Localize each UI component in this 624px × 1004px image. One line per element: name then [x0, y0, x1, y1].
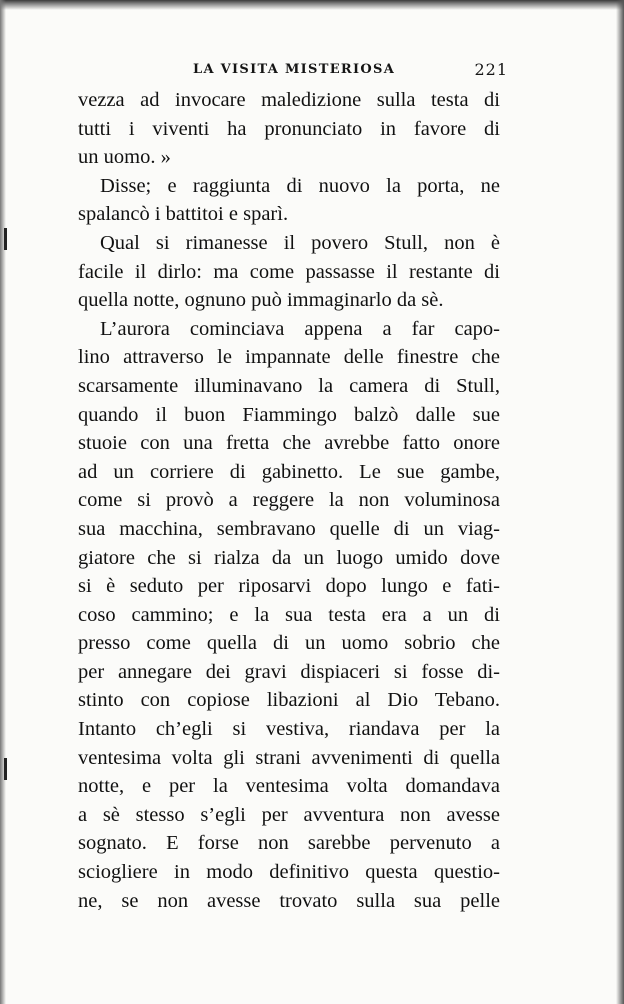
text-line: stinto con copiose libazioni al Dio Tebano. — [78, 689, 500, 712]
page-left-shadow — [0, 0, 6, 1004]
text-line: facile il dirlo: ma come passasse il restante di — [78, 260, 500, 283]
text-line: ne, se non avesse trovato sulla sua pelle — [78, 889, 500, 912]
page-right-shadow — [616, 0, 624, 1004]
text-line: Qual si rimanesse il povero Stull, non è — [100, 231, 500, 254]
text-line: stuoie con una fretta che avrebbe fatto onore — [78, 432, 500, 455]
text-line: giatore che si rialza da un luogo umido dove — [78, 546, 500, 569]
text-line: ventesima volta gli strani avvenimenti di quella — [78, 746, 500, 769]
text-line: quella notte, ognuno può immaginarlo da sè. — [78, 289, 444, 312]
text-line: notte, e per la ventesima volta domandava — [78, 775, 500, 798]
text-line: vezza ad invocare maledizione sulla testa di — [78, 89, 500, 111]
text-line: spalancò i battitoi e sparì. — [78, 203, 289, 226]
chapter-title: LA VISITA MISTERIOSA — [193, 62, 396, 77]
text-line: sognato. E forse non sarebbe pervenuto a — [78, 832, 500, 855]
text-line: a sè stesso s’egli per avventura non avesse — [78, 803, 500, 826]
text-line: presso come quella di un uomo sobrio che — [78, 632, 500, 655]
text-line: Disse; e raggiunta di nuovo la porta, ne — [100, 174, 500, 197]
margin-mark — [4, 228, 7, 250]
running-head — [78, 58, 508, 84]
body-text — [78, 86, 500, 915]
text-line: quando il buon Fiammingo balzò dalle sue — [78, 403, 500, 426]
text-line: sciogliere in modo definitivo questa questio- — [78, 861, 500, 884]
text-line: per annegare dei gravi dispiaceri si fosse di- — [78, 660, 500, 683]
page-top-shadow — [0, 0, 624, 10]
text-line: come si provò a reggere la non voluminosa — [78, 489, 500, 512]
text-line: ad un corriere di gabinetto. Le sue gambe, — [78, 460, 500, 483]
text-line: sua macchina, sembravano quelle di un viag- — [78, 517, 500, 540]
page-number: 221 — [474, 60, 508, 79]
text-line: Intanto ch’egli si vestiva, riandava per la — [78, 718, 500, 741]
margin-mark — [4, 758, 7, 780]
text-line: si è seduto per riposarvi dopo lungo e fati- — [78, 575, 500, 598]
text-line: lino attraverso le impannate delle finestre che — [78, 346, 500, 369]
text-line: tutti i viventi ha pronunciato in favore di — [78, 117, 500, 140]
text-line: coso cammino; e la sua testa era a un di — [78, 603, 500, 626]
text-line: L’aurora cominciava appena a far capo- — [100, 317, 500, 340]
text-line: scarsamente illuminavano la camera di Stull, — [78, 374, 500, 397]
text-line: un uomo. » — [78, 146, 171, 169]
